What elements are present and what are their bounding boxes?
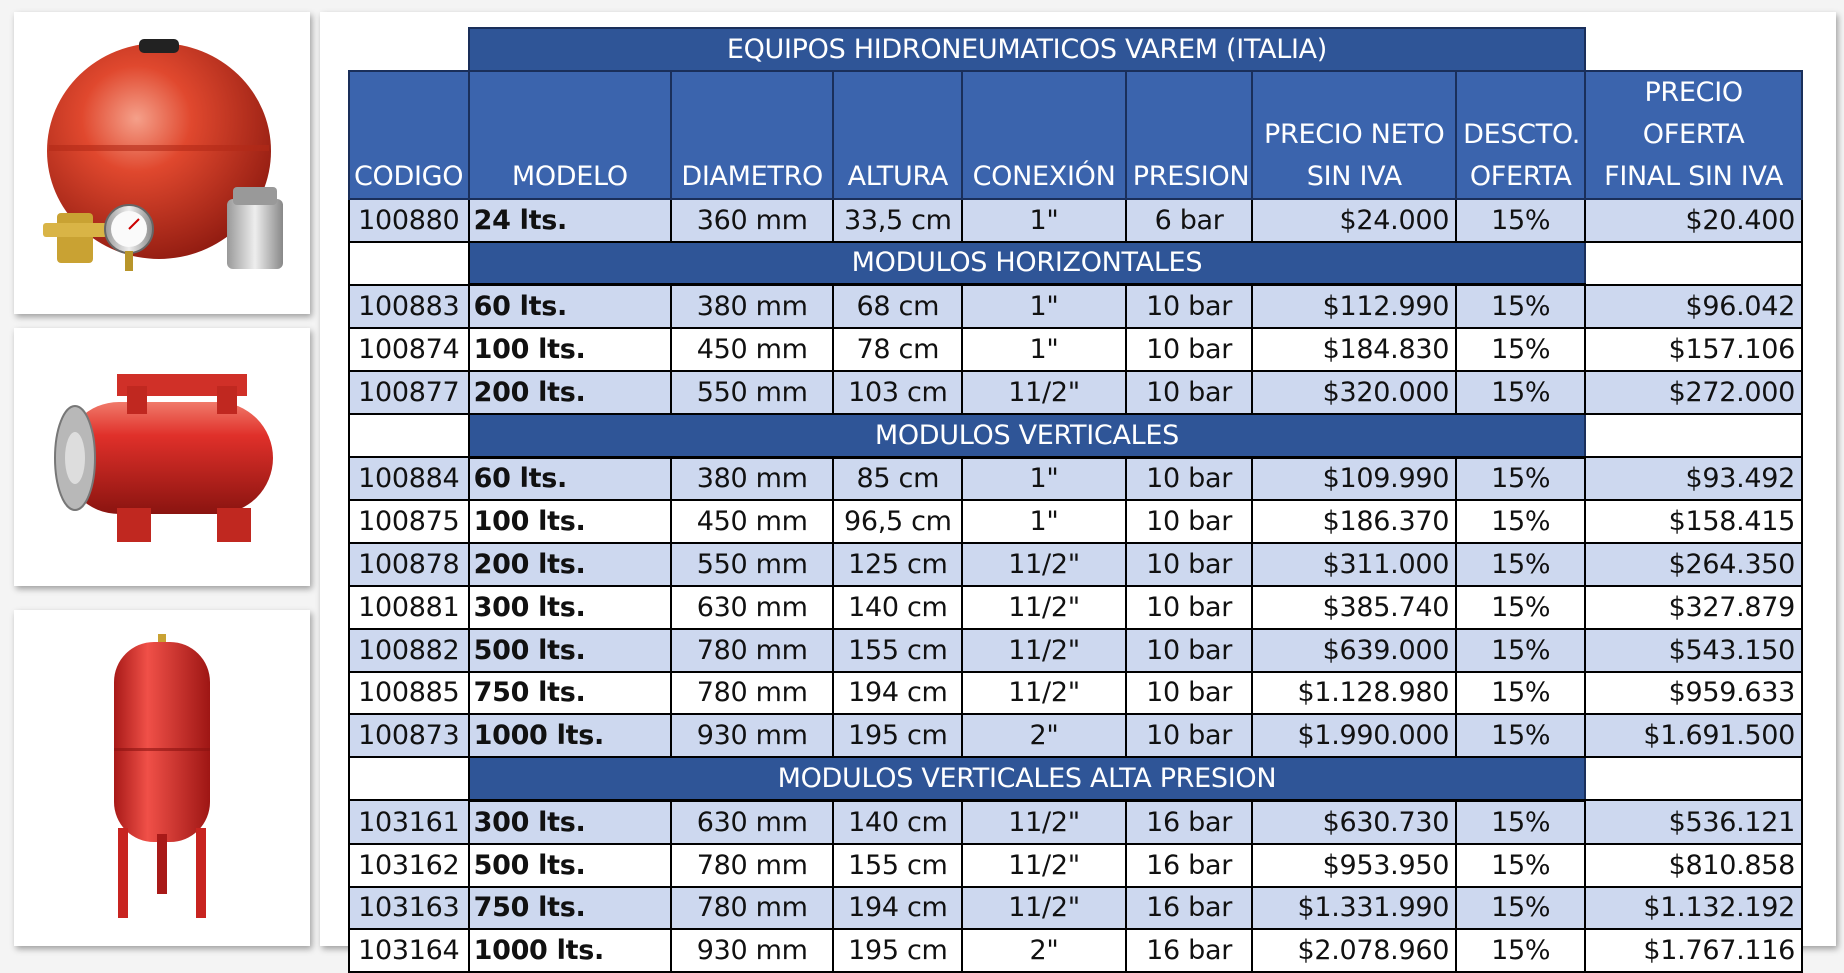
cell-presion: 10 bar	[1126, 371, 1253, 414]
cell-oferta: $158.415	[1585, 500, 1802, 543]
cell-diametro: 380 mm	[671, 457, 833, 500]
table-row	[349, 629, 1802, 672]
cell-precio: $1.990.000	[1252, 714, 1456, 757]
header-altura: ALTURA	[833, 71, 962, 199]
cell-modelo: 750 lts.	[469, 672, 671, 715]
cell-diametro: 780 mm	[671, 629, 833, 672]
cell-modelo: 750 lts.	[469, 887, 671, 930]
cell-oferta: $96.042	[1585, 285, 1802, 328]
cell-conexion: 2"	[962, 929, 1125, 972]
cell-modelo: 100 lts.	[469, 500, 671, 543]
cell-oferta: $1.132.192	[1585, 887, 1802, 930]
cell-modelo: 100 lts.	[469, 328, 671, 371]
cell-presion: 10 bar	[1126, 629, 1253, 672]
cell-descto: 15%	[1456, 543, 1585, 586]
cell-precio: $1.331.990	[1252, 887, 1456, 930]
cell-conexion: 11/2"	[962, 371, 1125, 414]
cell-precio: $320.000	[1252, 371, 1456, 414]
cell-altura: 33,5 cm	[833, 199, 962, 242]
price-table	[348, 27, 1803, 973]
cell-altura: 68 cm	[833, 285, 962, 328]
table-row	[349, 672, 1802, 715]
cell-conexion: 11/2"	[962, 887, 1125, 930]
cell-precio: $630.730	[1252, 800, 1456, 843]
cell-diametro: 780 mm	[671, 844, 833, 887]
cell-altura: 194 cm	[833, 672, 962, 715]
cell-presion: 16 bar	[1126, 800, 1253, 843]
cell-diametro: 380 mm	[671, 285, 833, 328]
cell-codigo: 100882	[349, 629, 469, 672]
section-title: MODULOS VERTICALES	[469, 414, 1586, 457]
cell-codigo: 100878	[349, 543, 469, 586]
cell-codigo: 100883	[349, 285, 469, 328]
product-photo-spherical	[14, 12, 310, 314]
cell-conexion: 11/2"	[962, 629, 1125, 672]
cell-presion: 16 bar	[1126, 844, 1253, 887]
cell-codigo: 100884	[349, 457, 469, 500]
cell-oferta: $272.000	[1585, 371, 1802, 414]
cell-precio: $2.078.960	[1252, 929, 1456, 972]
cell-modelo: 60 lts.	[469, 285, 671, 328]
table-row	[349, 543, 1802, 586]
cell-descto: 15%	[1456, 672, 1585, 715]
cell-presion: 16 bar	[1126, 929, 1253, 972]
cell-altura: 155 cm	[833, 844, 962, 887]
cell-oferta: $157.106	[1585, 328, 1802, 371]
cell-conexion: 1"	[962, 500, 1125, 543]
cell-altura: 140 cm	[833, 800, 962, 843]
spherical-tank-kit-image	[27, 23, 297, 303]
cell-modelo: 500 lts.	[469, 844, 671, 887]
cell-codigo: 103161	[349, 800, 469, 843]
cell-precio: $1.128.980	[1252, 672, 1456, 715]
cell-altura: 103 cm	[833, 371, 962, 414]
section-alta-presion	[349, 757, 1802, 800]
cell-precio: $112.990	[1252, 285, 1456, 328]
cell-oferta: $536.121	[1585, 800, 1802, 843]
cell-descto: 15%	[1456, 586, 1585, 629]
price-list-panel	[320, 12, 1836, 967]
cell-conexion: 2"	[962, 714, 1125, 757]
cell-presion: 10 bar	[1126, 714, 1253, 757]
cell-precio: $311.000	[1252, 543, 1456, 586]
header-precio: PRECIO NETO SIN IVA	[1252, 71, 1456, 199]
cell-conexion: 1"	[962, 457, 1125, 500]
table-title: EQUIPOS HIDRONEUMATICOS VAREM (ITALIA)	[469, 28, 1586, 71]
cell-precio: $109.990	[1252, 457, 1456, 500]
cell-presion: 10 bar	[1126, 586, 1253, 629]
cell-precio: $186.370	[1252, 500, 1456, 543]
cell-modelo: 500 lts.	[469, 629, 671, 672]
cell-presion: 10 bar	[1126, 457, 1253, 500]
cell-modelo: 1000 lts.	[469, 929, 671, 972]
cell-modelo: 24 lts.	[469, 199, 671, 242]
cell-descto: 15%	[1456, 371, 1585, 414]
table-row	[349, 328, 1802, 371]
table-row	[349, 887, 1802, 930]
header-conexion: CONEXIÓN	[962, 71, 1125, 199]
cell-altura: 155 cm	[833, 629, 962, 672]
cell-presion: 16 bar	[1126, 887, 1253, 930]
cell-precio: $24.000	[1252, 199, 1456, 242]
cell-presion: 10 bar	[1126, 543, 1253, 586]
section-title: MODULOS VERTICALES ALTA PRESION	[469, 757, 1586, 800]
cell-modelo: 300 lts.	[469, 800, 671, 843]
cell-codigo: 100873	[349, 714, 469, 757]
header-modelo: MODELO	[469, 71, 671, 199]
vertical-tank-image	[62, 628, 262, 928]
cell-codigo: 103164	[349, 929, 469, 972]
header-presion: PRESION	[1126, 71, 1253, 199]
cell-codigo: 103163	[349, 887, 469, 930]
cell-oferta: $264.350	[1585, 543, 1802, 586]
cell-modelo: 300 lts.	[469, 586, 671, 629]
cell-oferta: $1.691.500	[1585, 714, 1802, 757]
cell-precio: $953.950	[1252, 844, 1456, 887]
cell-presion: 6 bar	[1126, 199, 1253, 242]
cell-altura: 140 cm	[833, 586, 962, 629]
cell-altura: 125 cm	[833, 543, 962, 586]
cell-oferta: $93.492	[1585, 457, 1802, 500]
cell-diametro: 630 mm	[671, 800, 833, 843]
cell-descto: 15%	[1456, 500, 1585, 543]
cell-codigo: 100877	[349, 371, 469, 414]
cell-conexion: 11/2"	[962, 543, 1125, 586]
cell-diametro: 550 mm	[671, 371, 833, 414]
table-row	[349, 199, 1802, 242]
cell-oferta: $543.150	[1585, 629, 1802, 672]
cell-descto: 15%	[1456, 714, 1585, 757]
cell-descto: 15%	[1456, 457, 1585, 500]
cell-descto: 15%	[1456, 629, 1585, 672]
cell-diametro: 630 mm	[671, 586, 833, 629]
cell-precio: $184.830	[1252, 328, 1456, 371]
cell-conexion: 11/2"	[962, 844, 1125, 887]
cell-conexion: 11/2"	[962, 672, 1125, 715]
horizontal-tank-image	[27, 352, 297, 562]
cell-diametro: 930 mm	[671, 714, 833, 757]
cell-diametro: 550 mm	[671, 543, 833, 586]
cell-oferta: $327.879	[1585, 586, 1802, 629]
table-row	[349, 586, 1802, 629]
cell-codigo: 103162	[349, 844, 469, 887]
table-row	[349, 457, 1802, 500]
cell-diametro: 450 mm	[671, 500, 833, 543]
table-row	[349, 929, 1802, 972]
cell-precio: $385.740	[1252, 586, 1456, 629]
cell-altura: 195 cm	[833, 929, 962, 972]
cell-altura: 195 cm	[833, 714, 962, 757]
cell-descto: 15%	[1456, 844, 1585, 887]
table-row	[349, 800, 1802, 843]
table-row	[349, 714, 1802, 757]
cell-codigo: 100880	[349, 199, 469, 242]
cell-altura: 194 cm	[833, 887, 962, 930]
header-oferta: PRECIO OFERTA FINAL SIN IVA	[1585, 71, 1802, 199]
cell-diametro: 450 mm	[671, 328, 833, 371]
cell-precio: $639.000	[1252, 629, 1456, 672]
cell-descto: 15%	[1456, 285, 1585, 328]
cell-diametro: 360 mm	[671, 199, 833, 242]
cell-descto: 15%	[1456, 887, 1585, 930]
cell-modelo: 1000 lts.	[469, 714, 671, 757]
section-verticales	[349, 414, 1802, 457]
section-title: MODULOS HORIZONTALES	[469, 242, 1586, 285]
cell-altura: 85 cm	[833, 457, 962, 500]
cell-modelo: 200 lts.	[469, 371, 671, 414]
table-row	[349, 285, 1802, 328]
cell-conexion: 1"	[962, 199, 1125, 242]
cell-conexion: 11/2"	[962, 800, 1125, 843]
header-descto: DESCTO. OFERTA	[1456, 71, 1585, 199]
cell-modelo: 60 lts.	[469, 457, 671, 500]
cell-altura: 96,5 cm	[833, 500, 962, 543]
cell-descto: 15%	[1456, 199, 1585, 242]
cell-codigo: 100874	[349, 328, 469, 371]
cell-descto: 15%	[1456, 328, 1585, 371]
table-row	[349, 500, 1802, 543]
cell-oferta: $1.767.116	[1585, 929, 1802, 972]
cell-oferta: $959.633	[1585, 672, 1802, 715]
header-diametro: DIAMETRO	[671, 71, 833, 199]
cell-conexion: 1"	[962, 328, 1125, 371]
table-row	[349, 371, 1802, 414]
cell-diametro: 930 mm	[671, 929, 833, 972]
cell-presion: 10 bar	[1126, 328, 1253, 371]
cell-altura: 78 cm	[833, 328, 962, 371]
cell-codigo: 100875	[349, 500, 469, 543]
cell-modelo: 200 lts.	[469, 543, 671, 586]
product-photo-horizontal	[14, 328, 310, 586]
cell-descto: 15%	[1456, 800, 1585, 843]
cell-oferta: $810.858	[1585, 844, 1802, 887]
cell-presion: 10 bar	[1126, 672, 1253, 715]
product-photo-vertical	[14, 610, 310, 946]
cell-codigo: 100881	[349, 586, 469, 629]
section-horizontales	[349, 242, 1802, 285]
table-row	[349, 844, 1802, 887]
cell-presion: 10 bar	[1126, 500, 1253, 543]
cell-diametro: 780 mm	[671, 672, 833, 715]
cell-codigo: 100885	[349, 672, 469, 715]
cell-presion: 10 bar	[1126, 285, 1253, 328]
cell-diametro: 780 mm	[671, 887, 833, 930]
cell-oferta: $20.400	[1585, 199, 1802, 242]
header-row	[349, 71, 1802, 199]
cell-conexion: 1"	[962, 285, 1125, 328]
cell-conexion: 11/2"	[962, 586, 1125, 629]
header-codigo: CODIGO	[349, 71, 469, 199]
cell-descto: 15%	[1456, 929, 1585, 972]
